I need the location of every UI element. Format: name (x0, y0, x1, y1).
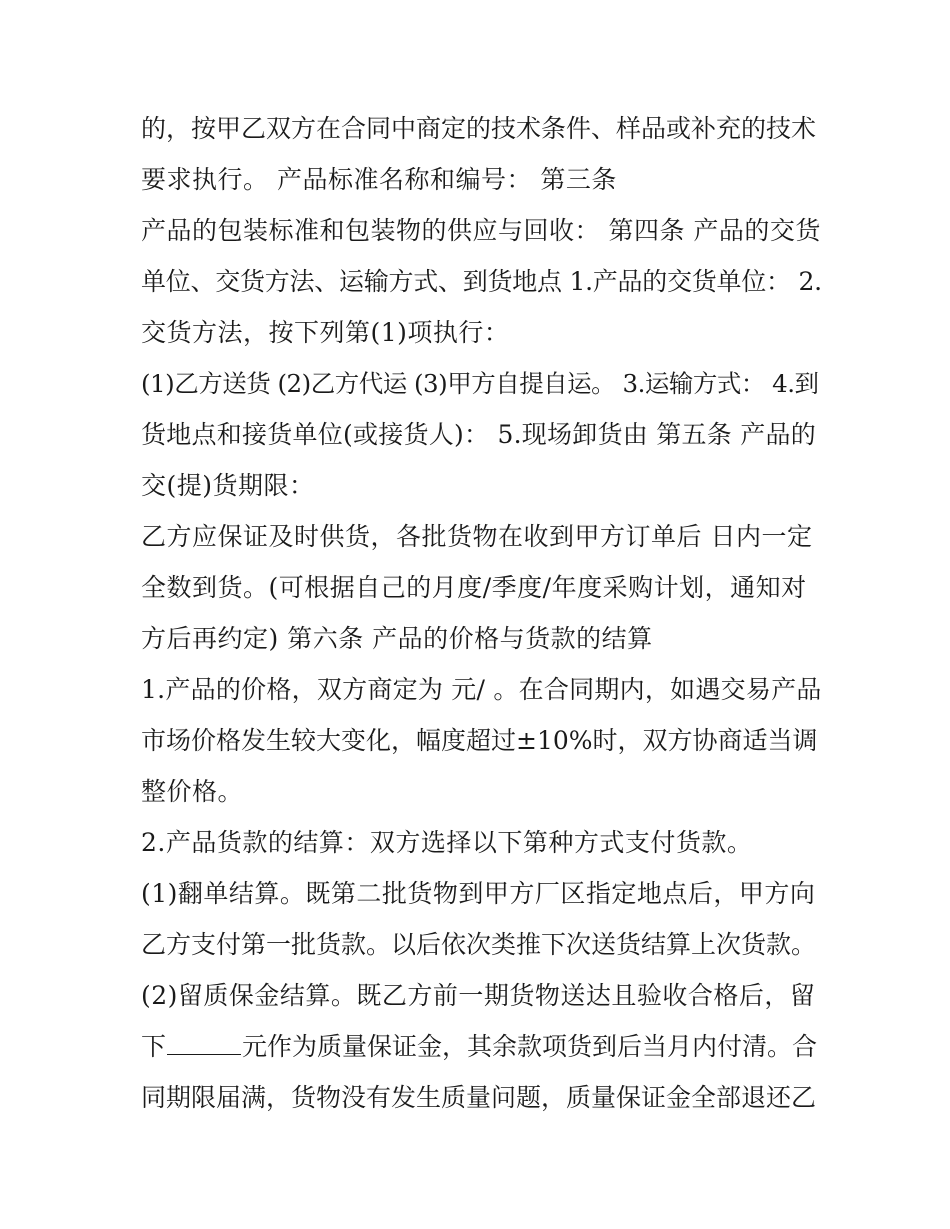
text-line: 1.产品的价格，双方商定为 元/ 。在合同期内，如遇交易产品 (141, 675, 822, 704)
text-line: 产品的包装标准和包装物的供应与回收： 第四条 产品的交货 (141, 216, 821, 245)
text-line: 乙方应保证及时供货，各批货物在收到甲方订单后 日内一定 (141, 522, 813, 551)
text-line: 的，按甲乙双方在合同中商定的技术条件、样品或补充的技术 (141, 114, 817, 143)
text-line: 交(提)货期限： (141, 471, 315, 500)
text-line: 交货方法，按下列第(1)项执行： (141, 318, 510, 347)
text-line: 要求执行。 产品标准名称和编号： 第三条 (141, 165, 617, 194)
text-line: 全数到货。(可根据自己的月度/季度/年度采购计划，通知对 (141, 573, 807, 602)
text-line: 方后再约定) 第六条 产品的价格与货款的结算 (141, 624, 653, 653)
text-line-with-blank (141, 1030, 817, 1064)
text-line: (1)翻单结算。既第二批货物到甲方厂区指定地点后，甲方向 (141, 879, 816, 908)
text-line: 货地点和接货单位(或接货人)： 5.现场卸货由 第五条 产品的 (141, 420, 816, 449)
text-line: 整价格。 (141, 777, 244, 806)
blank-prefix: 下 (141, 1032, 167, 1061)
text-line: 乙方支付第一批货款。以后依次类推下次送货结算上次货款。 (141, 930, 817, 959)
text-line: (2)留质保金结算。既乙方前一期货物送达且验收合格后，留 (141, 981, 816, 1010)
blank-suffix: 元作为质量保证金，其余款项货到后当月内付清。合 (242, 1032, 818, 1061)
text-line: 同期限届满，货物没有发生质量问题，质量保证金全部退还乙 (141, 1083, 817, 1112)
text-line: 2.产品货款的结算：双方选择以下第种方式支付货款。 (141, 828, 753, 857)
text-line: (1)乙方送货 (2)乙方代运 (3)甲方自提自运。 3.运输方式： 4.到 (141, 369, 819, 398)
fill-in-blank (167, 1032, 241, 1055)
text-line: 单位、交货方法、运输方式、到货地点 1.产品的交货单位： 2. (141, 267, 822, 296)
text-line: 市场价格发生较大变化，幅度超过±10%时，双方协商适当调 (141, 726, 818, 755)
